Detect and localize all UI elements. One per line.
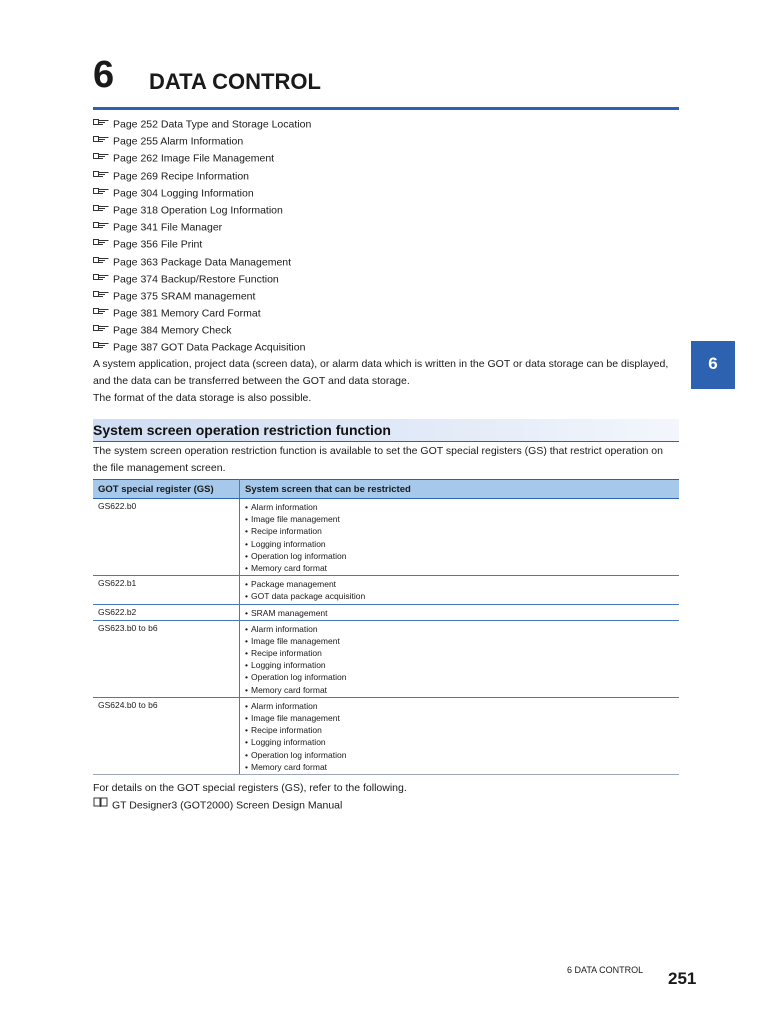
list-item: • Logging information xyxy=(245,736,674,748)
list-item: • Image file management xyxy=(245,712,674,724)
list-item: • GOT data package acquisition xyxy=(245,590,674,602)
page-reference-link[interactable] xyxy=(93,254,679,271)
page-reference-link[interactable] xyxy=(93,116,679,133)
page-reference-link[interactable] xyxy=(93,271,679,288)
screens-cell xyxy=(240,499,680,576)
table-row xyxy=(93,499,679,576)
page-reference-link[interactable] xyxy=(93,150,679,167)
page-reference-label: Page 356 File Print xyxy=(113,238,203,251)
page-reference-label: Page 375 SRAM management xyxy=(113,290,256,303)
page-reference-label: Page 304 Logging Information xyxy=(113,187,254,200)
register-cell: GS622.b2 xyxy=(93,604,240,620)
intro-line: The format of the data storage is also possible. xyxy=(93,391,312,404)
page-reference-link[interactable] xyxy=(93,202,679,219)
register-cell: GS622.b1 xyxy=(93,576,240,604)
register-cell: GS623.b0 to b6 xyxy=(93,620,240,697)
screens-cell xyxy=(240,576,680,604)
page-reference-link[interactable] xyxy=(93,305,679,322)
pointing-hand-icon xyxy=(93,253,110,270)
section-intro xyxy=(93,443,683,477)
section-title: System screen operation restriction function xyxy=(93,422,391,438)
page-reference-link[interactable] xyxy=(93,322,679,339)
list-item: • Alarm information xyxy=(245,623,674,635)
list-item: • Operation log information xyxy=(245,749,674,761)
pointing-hand-icon xyxy=(93,218,110,235)
pointing-hand-icon xyxy=(93,115,110,132)
pointing-hand-icon xyxy=(93,184,110,201)
screen-list xyxy=(245,623,674,696)
screens-cell xyxy=(240,697,680,774)
column-header-screens: System screen that can be restricted xyxy=(240,480,680,499)
pointing-hand-icon xyxy=(93,235,110,252)
pointing-hand-icon xyxy=(93,321,110,338)
list-item: • Logging information xyxy=(245,659,674,671)
pointing-hand-icon xyxy=(93,201,110,218)
page-reference-link[interactable] xyxy=(93,168,679,185)
chapter-number: 6 xyxy=(93,54,115,96)
intro-line: and the data can be transferred between the GOT and data storage. xyxy=(93,374,410,387)
list-item: • Memory card format xyxy=(245,761,674,773)
column-header-register: GOT special register (GS) xyxy=(93,480,240,499)
restriction-table xyxy=(93,479,679,775)
list-item: • Recipe information xyxy=(245,647,674,659)
manual-link[interactable] xyxy=(93,797,683,814)
page-reference-label: Page 262 Image File Management xyxy=(113,152,275,165)
screens-cell xyxy=(240,620,680,697)
page-reference-label: Page 384 Memory Check xyxy=(113,324,232,337)
pointing-hand-icon xyxy=(93,149,110,166)
pointing-hand-icon xyxy=(93,167,110,184)
chapter-heading xyxy=(93,52,679,109)
page-reference-label: Page 341 File Manager xyxy=(113,221,223,234)
page-reference-link[interactable] xyxy=(93,185,679,202)
screen-list xyxy=(245,578,674,602)
page-reference-link[interactable] xyxy=(93,339,679,356)
register-cell: GS624.b0 to b6 xyxy=(93,697,240,774)
page-reference-label: Page 381 Memory Card Format xyxy=(113,307,261,320)
list-item: • Memory card format xyxy=(245,684,674,696)
pointing-hand-icon xyxy=(93,287,110,304)
section-intro-line: the file management screen. xyxy=(93,461,226,474)
page-reference-label: Page 363 Package Data Management xyxy=(113,255,292,268)
table-row xyxy=(93,576,679,604)
details-note: For details on the GOT special registers (GS), refer to the following. xyxy=(93,782,407,794)
manual-reference-block xyxy=(93,780,683,814)
table-header-row xyxy=(93,480,679,499)
list-item: • Recipe information xyxy=(245,525,674,537)
footer-page-number: 251 xyxy=(668,969,697,988)
page-reference-label: Page 252 Data Type and Storage Location xyxy=(113,118,312,131)
pointing-hand-icon xyxy=(93,304,110,321)
list-item: • Alarm information xyxy=(245,700,674,712)
list-item: • SRAM management xyxy=(245,607,674,619)
page-reference-list xyxy=(93,116,679,357)
screen-list xyxy=(245,607,674,619)
page-reference-label: Page 255 Alarm Information xyxy=(113,135,244,148)
chapter-divider xyxy=(93,107,679,110)
page-reference-label: Page 387 GOT Data Package Acquisition xyxy=(113,341,306,354)
list-item: • Operation log information xyxy=(245,550,674,562)
pointing-hand-icon xyxy=(93,270,110,287)
table-row xyxy=(93,697,679,774)
list-item: • Logging information xyxy=(245,538,674,550)
section-heading xyxy=(93,419,679,441)
list-item: • Recipe information xyxy=(245,724,674,736)
chapter-side-tab[interactable]: 6 xyxy=(691,341,735,389)
screen-list xyxy=(245,700,674,773)
list-item: • Memory card format xyxy=(245,562,674,574)
footer-chapter-label: 6 DATA CONTROL xyxy=(567,965,644,975)
manual-title: GT Designer3 (GOT2000) Screen Design Manual xyxy=(112,799,343,812)
section-divider xyxy=(93,441,679,442)
chapter-intro xyxy=(93,356,683,406)
register-cell: GS622.b0 xyxy=(93,499,240,576)
screen-list xyxy=(245,501,674,574)
page-reference-link[interactable] xyxy=(93,219,679,236)
chapter-title: DATA CONTROL xyxy=(149,69,321,94)
list-item: • Package management xyxy=(245,578,674,590)
pointing-hand-icon xyxy=(93,132,110,149)
page-reference-label: Page 269 Recipe Information xyxy=(113,169,250,182)
screens-cell xyxy=(240,604,680,620)
page-reference-link[interactable] xyxy=(93,133,679,150)
page-reference-link[interactable] xyxy=(93,236,679,253)
pointing-hand-icon xyxy=(93,338,110,355)
list-item: • Image file management xyxy=(245,513,674,525)
page-reference-label: Page 374 Backup/Restore Function xyxy=(113,273,279,286)
list-item: • Operation log information xyxy=(245,671,674,683)
book-icon xyxy=(93,796,108,813)
page-reference-link[interactable] xyxy=(93,288,679,305)
section-intro-line: The system screen operation restriction function is available to set the GOT special registers (GS) that restrict operation on xyxy=(93,445,663,457)
table-row xyxy=(93,604,679,620)
table-row xyxy=(93,620,679,697)
list-item: • Alarm information xyxy=(245,501,674,513)
list-item: • Image file management xyxy=(245,635,674,647)
intro-line: A system application, project data (screen data), or alarm data which is written in the GOT or data storage can be displayed, xyxy=(93,358,669,370)
page-reference-label: Page 318 Operation Log Information xyxy=(113,204,283,217)
